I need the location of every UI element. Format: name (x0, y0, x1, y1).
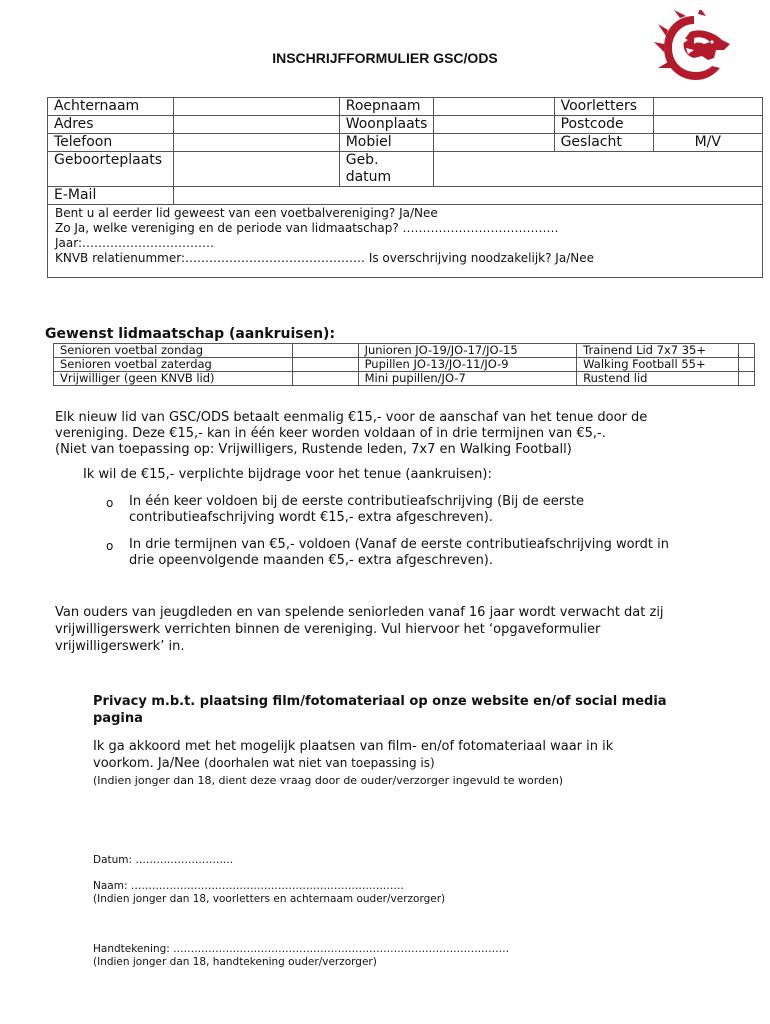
label-achternaam: Achternaam (48, 98, 174, 116)
membership-option: Vrijwilliger (geen KNVB lid) (54, 372, 293, 386)
fee-paragraph (55, 410, 715, 458)
label-voorletters: Voorletters (554, 98, 653, 116)
membership-option: Senioren voetbal zondag (54, 344, 293, 358)
label-woonplaats: Woonplaats (339, 116, 434, 134)
label-telefoon: Telefoon (48, 134, 174, 152)
naam-note: (Indien jonger dan 18, voorletters en achternaam ouder/verzorger) (93, 893, 446, 905)
label-geboorteplaats: Geboorteplaats (48, 152, 174, 187)
fee-line: vereniging. Deze €15,- kan in één keer worden voldaan of in drie termijnen van €5,-. (55, 426, 606, 441)
history-questions-box (47, 195, 763, 278)
fee-option-installments: In drie termijnen van €5,- voldoen (Vanaf de eerste contributieafschrijving wordt in drie opeenvolgende maanden €5,- extra afgeschreven). (129, 537, 670, 568)
privacy-text (93, 739, 693, 787)
privacy-line (93, 755, 693, 772)
field-geb-datum[interactable] (434, 152, 763, 187)
field-roepnaam[interactable] (434, 98, 554, 116)
field-achternaam[interactable] (173, 98, 339, 116)
field-voorletters[interactable] (653, 98, 763, 116)
field-adres[interactable] (173, 116, 339, 134)
form-title: INSCHRIJFFORMULIER GSC/ODS (272, 50, 498, 66)
fee-option-once: In één keer voldoen bij de eerste contributieafschrijving (Bij de eerste contributieafschrijving wordt €15,- extra afgeschreven). (129, 494, 585, 525)
datum-field[interactable]: Datum: ………………………. (93, 854, 234, 866)
membership-checkbox[interactable] (292, 372, 358, 386)
privacy-consent[interactable]: voorkom. Ja/Nee (93, 756, 200, 771)
fee-line: (Niet van toepassing op: Vrijwilligers, Rustende leden, 7x7 en Walking Football) (55, 442, 572, 457)
question-year: Jaar:…………………………… (55, 236, 215, 250)
label-mobiel: Mobiel (339, 134, 434, 152)
field-geboorteplaats[interactable] (173, 152, 339, 187)
privacy-strike-note: (doorhalen wat niet van toepassing is) (203, 756, 435, 770)
membership-option: Junioren JO-19/JO-17/JO-15 (358, 344, 577, 358)
label-geslacht: Geslacht (554, 134, 653, 152)
option-bullet-icon[interactable]: o (106, 496, 114, 510)
naam-field[interactable]: Naam: …………………………………………………………………… (93, 880, 404, 892)
label-postcode: Postcode (554, 116, 653, 134)
option-bullet-icon[interactable]: o (106, 539, 114, 553)
membership-option: Trainend Lid 7x7 35+ (577, 344, 739, 358)
field-geslacht[interactable]: M/V (653, 134, 763, 152)
field-woonplaats[interactable] (434, 116, 554, 134)
label-adres: Adres (48, 116, 174, 134)
question-previous-club: Bent u al eerder lid geweest van een voetbalvereniging? Ja/Nee (55, 206, 438, 220)
membership-checkbox[interactable] (739, 372, 755, 386)
privacy-note: (Indien jonger dan 18, dient deze vraag door de ouder/verzorger ingevuld te worden) (93, 774, 564, 787)
membership-checkbox[interactable] (739, 358, 755, 372)
membership-option: Mini pupillen/JO-7 (358, 372, 577, 386)
label-roepnaam: Roepnaam (339, 98, 434, 116)
privacy-line: Ik ga akkoord met het mogelijk plaatsen van film- en/of fotomateriaal waar in ik (93, 739, 614, 754)
membership-table (53, 343, 755, 386)
field-postcode[interactable] (653, 116, 763, 134)
question-which-club: Zo Ja, welke vereniging en de periode van lidmaatschap? ………………………………… (55, 221, 559, 235)
fee-line: Elk nieuw lid van GSC/ODS betaalt eenmalig €15,- voor de aanschaf van het tenue door de (55, 410, 648, 425)
question-knvb-number: KNVB relatienummer:……………………………………… Is overschrijving noodzakelijk? Ja/Nee (55, 251, 594, 265)
label-email: E-Mail (48, 187, 174, 205)
label-geb-datum: Geb. datum (339, 152, 434, 187)
volunteer-paragraph: Van ouders van jeugdleden en van spelende seniorleden vanaf 16 jaar wordt verwacht dat zij vrijwilligerswerk verrichten binnen de vereniging. Vul hiervoor het ‘opgaveformulier vrijwilligerswerk’ in. (55, 605, 664, 654)
membership-checkbox[interactable] (292, 358, 358, 372)
field-telefoon[interactable] (173, 134, 339, 152)
membership-heading: Gewenst lidmaatschap (aankruisen): (45, 326, 336, 342)
personal-details-table (47, 97, 763, 205)
fee-intro: Ik wil de €15,- verplichte bijdrage voor het tenue (aankruisen): (83, 467, 492, 482)
privacy-heading: Privacy m.b.t. plaatsing film/fotomateriaal op onze website en/of social media pagina (93, 694, 667, 726)
membership-option: Pupillen JO-13/JO-11/JO-9 (358, 358, 577, 372)
membership-option: Senioren voetbal zaterdag (54, 358, 293, 372)
field-mobiel[interactable] (434, 134, 554, 152)
handtekening-note: (Indien jonger dan 18, handtekening ouder/verzorger) (93, 956, 377, 968)
membership-option: Walking Football 55+ (577, 358, 739, 372)
handtekening-field[interactable]: Handtekening: …………………………………………………………………………………… (93, 943, 510, 955)
membership-checkbox[interactable] (292, 344, 358, 358)
membership-option: Rustend lid (577, 372, 739, 386)
membership-checkbox[interactable] (739, 344, 755, 358)
lion-logo-icon (654, 10, 734, 86)
